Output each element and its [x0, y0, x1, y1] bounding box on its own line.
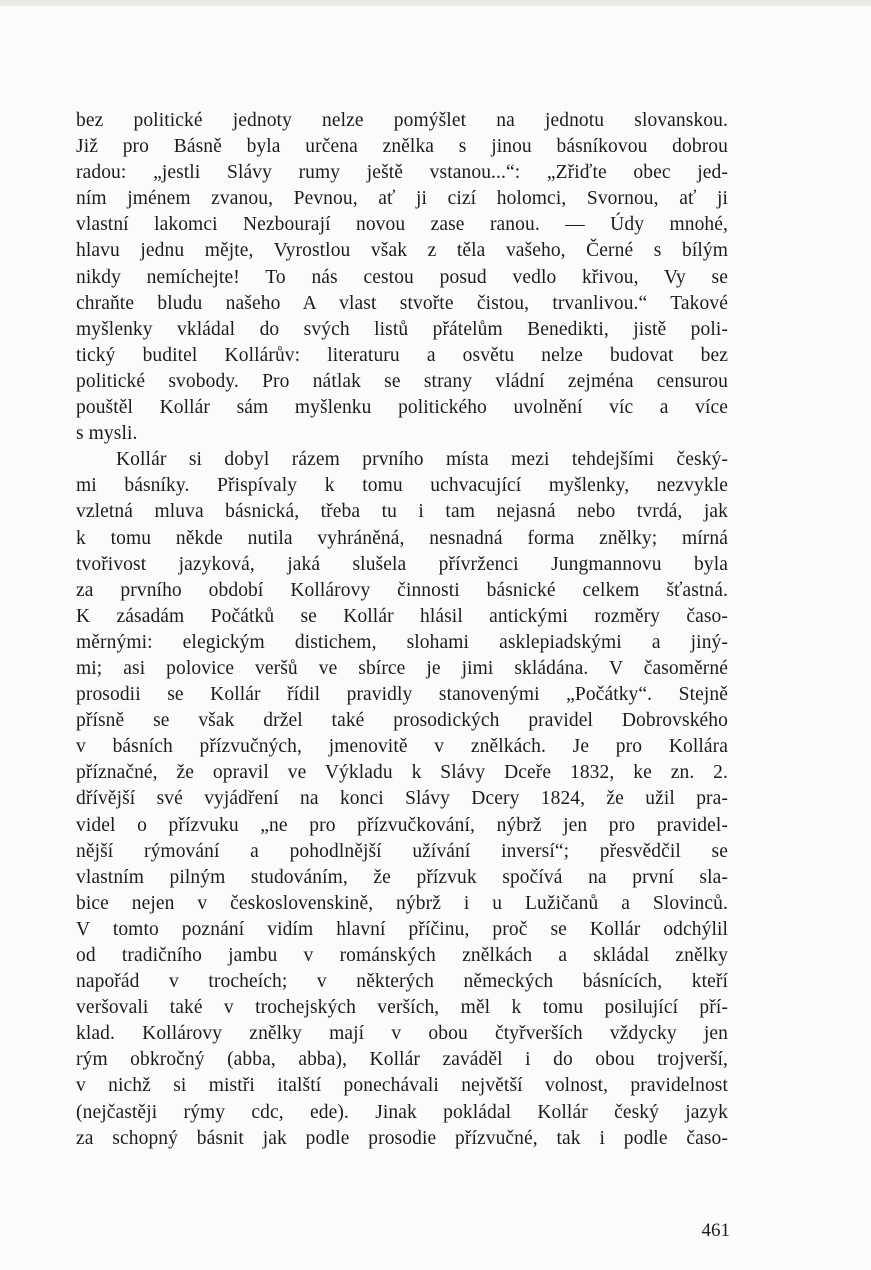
text-line: nikdy nemíchejte! To nás cestou posud vedlo křivou, Vy se: [76, 266, 728, 288]
text-line: mi; asi polovice veršů ve sbírce je jimi skládána. V časoměrné: [76, 657, 728, 679]
body-text: [76, 108, 728, 1152]
text-line: veršovali také v trochejských verších, měl k tomu posilující pří-: [76, 997, 728, 1019]
text-line: K zásadám Počátků se Kollár hlásil antickými rozměry časo-: [76, 605, 728, 627]
text-line: (nejčastěji rýmy cdc, ede). Jinak pokládal Kollár český jazyk: [76, 1101, 728, 1123]
text-line: měrnými: elegickým distichem, slohami asklepiadskými a jiný-: [76, 631, 728, 653]
text-line: tvořivost jazyková, jaká slušela přívrženci Jungmannovu byla: [76, 553, 728, 575]
text-line: dřívější své vyjádření na konci Slávy Dcery 1824, že užil pra-: [76, 788, 728, 810]
text-line: vzletná mluva básnická, třeba tu i tam nejasná nebo tvrdá, jak: [76, 501, 728, 523]
text-line: tický buditel Kollárův: literaturu a osvětu nelze budovat bez: [76, 344, 728, 366]
text-line: Již pro Básně byla určena znělka s jinou básníkovou dobrou: [76, 136, 728, 158]
text-line: vlastním pilným studováním, že přízvuk spočívá na první sla-: [76, 866, 728, 888]
text-line: politické svobody. Pro nátlak se strany vládní zejména censurou: [76, 370, 728, 392]
text-line: k tomu někde nutila vyhráněná, nesnadná forma znělky; mírná: [76, 527, 728, 549]
text-line: vlastní lakomci Nezbourají novou zase ranou. — Údy mnohé,: [76, 214, 728, 236]
text-line: videl o přízvuku „ne pro přízvučkování, nýbrž jen pro pravidel-: [76, 814, 728, 836]
text-line-paragraph-start: Kollár si dobyl rázem prvního místa mezi tehdejšími český-: [116, 449, 728, 471]
text-line: mi básníky. Přispívaly k tomu uchvacující myšlenky, nezvykle: [76, 475, 728, 497]
text-line: v nichž si mistři italští ponechávali největší volnost, pravidelnost: [76, 1075, 728, 1097]
page-top-edge: [0, 0, 871, 6]
text-line: za prvního období Kollárovy činnosti básnické celkem šťastná.: [76, 579, 728, 601]
text-line: příznačné, že opravil ve Výkladu k Slávy Dceře 1832, ke zn. 2.: [76, 762, 728, 784]
text-line: bez politické jednoty nelze pomýšlet na jednotu slovanskou.: [76, 110, 728, 131]
text-line: klad. Kollárovy znělky mají v obou čtyřverších vždycky jen: [76, 1023, 728, 1045]
text-line: prosodii se Kollár řídil pravidly stanovenými „Počátky“. Stejně: [76, 684, 728, 706]
text-line: přísně se však držel také prosodických pravidel Dobrovského: [76, 710, 728, 732]
text-line: v básních přízvučných, jmenovitě v znělkách. Je pro Kollára: [76, 736, 728, 758]
text-line: hlavu jednu mějte, Vyrostlou však z těla vašeho, Černé s bílým: [76, 240, 728, 262]
text-line-paragraph-end: s mysli.: [76, 423, 138, 445]
text-line: chraňte bludu našeho A vlast stvořte čistou, trvanlivou.“ Takové: [76, 292, 728, 314]
page-number: 461: [701, 1220, 730, 1241]
text-line: ním jménem zvanou, Pevnou, ať ji cizí holomci, Svornou, ať ji: [76, 188, 728, 210]
text-line: za schopný básnit jak podle prosodie přízvučné, tak i podle časo-: [76, 1127, 728, 1149]
text-line: bice nejen v československině, nýbrž i u Lužičanů a Slovinců.: [76, 892, 728, 914]
text-line: V tomto poznání vidím hlavní příčinu, proč se Kollár odchýlil: [76, 918, 728, 940]
text-line: od tradičního jambu v románských znělkách a skládal znělky: [76, 945, 728, 966]
text-line: pouštěl Kollár sám myšlenku politického uvolnění víc a více: [76, 397, 728, 419]
text-line: rým obkročný (abba, abba), Kollár zaváděl i do obou trojverší,: [76, 1049, 728, 1071]
text-line: nější rýmování a pohodlnější užívání inversí“; přesvědčil se: [76, 840, 728, 862]
text-line: myšlenky vkládal do svých listů přátelům Benedikti, jistě poli-: [76, 318, 728, 340]
text-line: radou: „jestli Slávy rumy ještě vstanou...“: „Zřiďte obec jed-: [76, 162, 728, 184]
text-line: napořád v trocheích; v některých německých básnících, kteří: [76, 971, 728, 993]
